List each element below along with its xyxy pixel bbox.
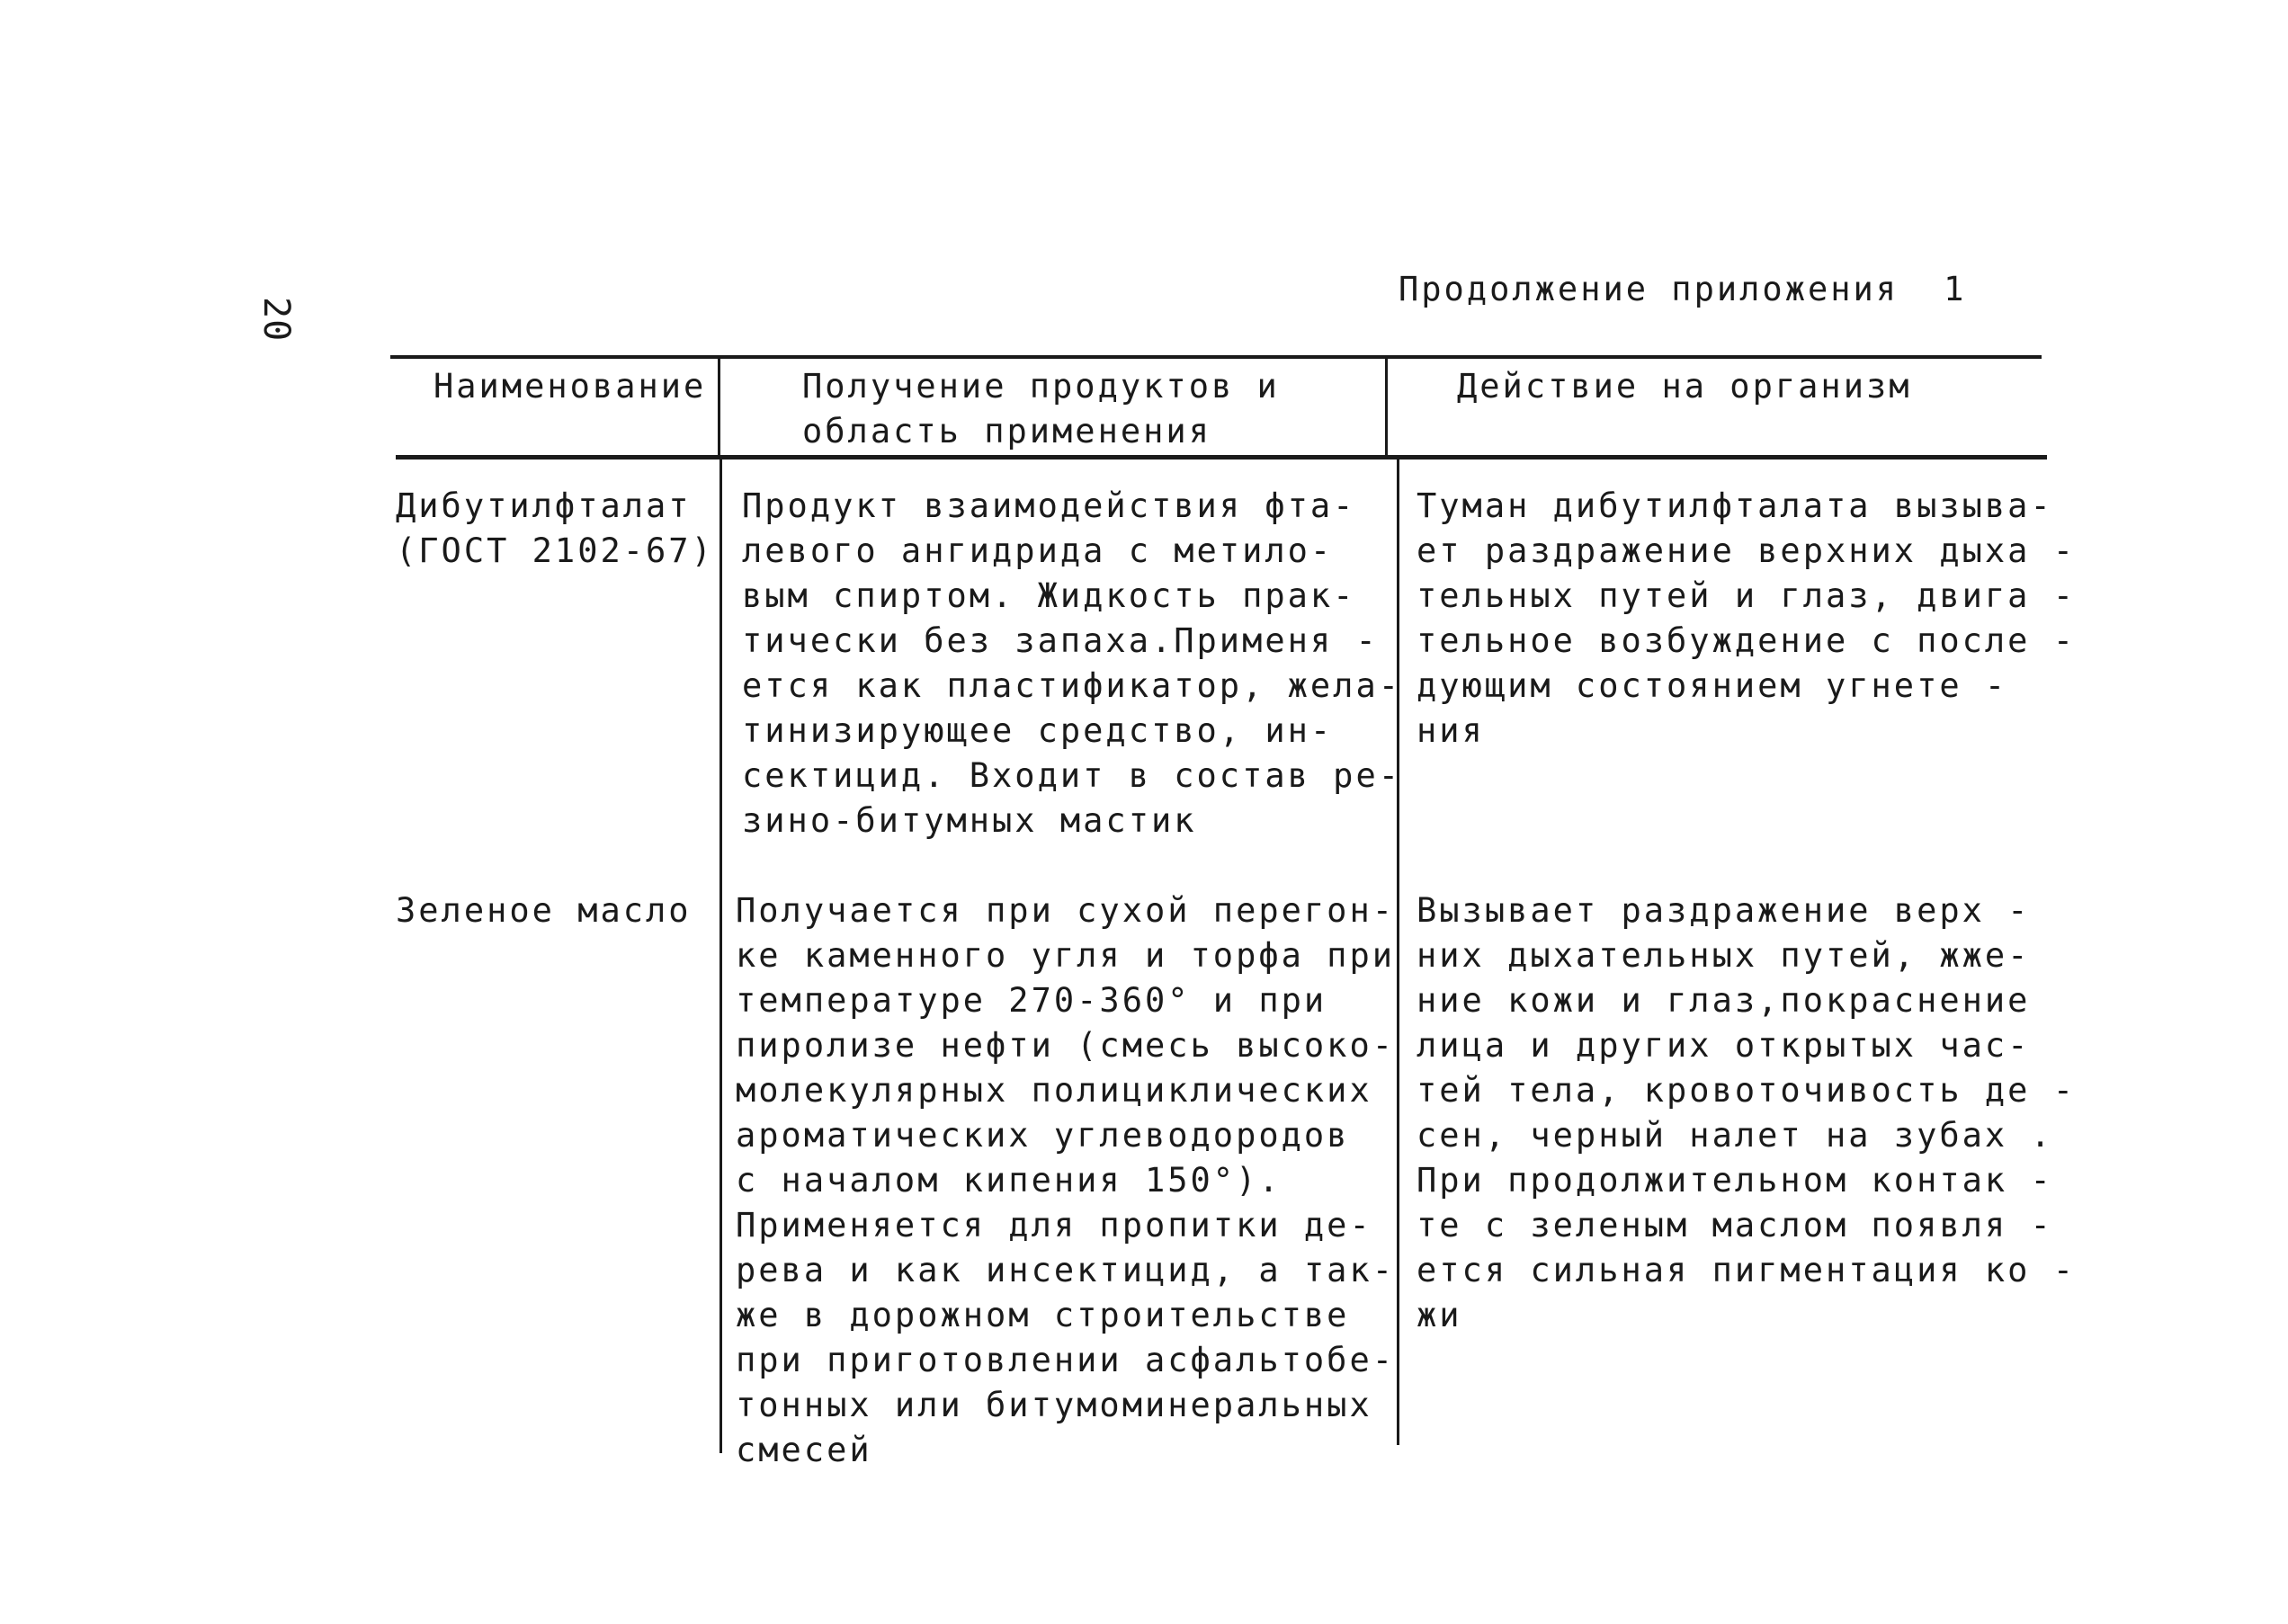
row-2-production-line: ароматических углеводородов xyxy=(736,1116,1350,1155)
row-2-production-line: рева и как инсектицид, а так- xyxy=(736,1251,1396,1289)
row-2-effect xyxy=(1417,888,2076,1338)
row-2-effect-line: лица и других открытых час- xyxy=(1417,1026,2031,1065)
row-1-production-line: вым спиртом. Жидкость прак- xyxy=(742,576,1356,615)
row-1-effect-line: тельное возбуждение с после - xyxy=(1417,621,2077,660)
row-1-production-line: тически без запаха.Применя - xyxy=(742,621,1379,660)
row-2-production-line: Применяется для пропитки де- xyxy=(736,1206,1372,1245)
row-2-name-line: Зеленое масло xyxy=(396,891,692,930)
row-2-production-line: же в дорожном строительстве xyxy=(736,1296,1350,1334)
row-1-effect xyxy=(1417,484,2076,754)
header-production xyxy=(802,364,1280,454)
row-2-effect-line: жи xyxy=(1417,1296,1462,1334)
header-production-line: Получение продуктов и xyxy=(802,367,1280,406)
row-2-production-line: ке каменного угля и торфа при xyxy=(736,936,1396,975)
header-effect xyxy=(1457,364,1912,409)
row-1-name-line: (ГОСТ 2102-67) xyxy=(396,531,714,570)
row-2-effect-line: Вызывает раздражение верх - xyxy=(1417,891,2031,930)
row-2-effect-line: тей тела, кровоточивость де - xyxy=(1417,1071,2077,1110)
header-effect-line: Действие на организм xyxy=(1457,367,1912,406)
row-2-effect-line: них дыхательных путей, жже- xyxy=(1417,936,2031,975)
row-2-production-line: температуре 270-360° и при xyxy=(736,981,1327,1020)
row-2-effect-line: те с зеленым маслом появля - xyxy=(1417,1206,2053,1245)
row-2-production-line: при приготовлении асфальтобе- xyxy=(736,1341,1396,1379)
table-header-rule xyxy=(396,455,2047,460)
row-2-effect-line: сен, черный налет на зубах . xyxy=(1417,1116,2053,1155)
row-2-production-line: смесей xyxy=(736,1431,872,1469)
row-2-effect-line: ние кожи и глаз,покраснение xyxy=(1417,981,2031,1020)
header-name xyxy=(433,364,706,409)
row-1-production-line: ется как пластификатор, жела- xyxy=(742,666,1402,705)
continuation-heading xyxy=(1399,270,1966,308)
row-1-effect-line: ния xyxy=(1417,711,1485,750)
continuation-label: Продолжение приложения xyxy=(1399,270,1899,308)
row-2-effect-line: ется сильная пигментация ко - xyxy=(1417,1251,2077,1289)
row-1-production-line: тинизирующее средство, ин- xyxy=(742,711,1334,750)
row-1-production-line: Продукт взаимодействия фта- xyxy=(742,486,1356,525)
column-divider-1-body xyxy=(719,460,722,1453)
row-1-production-line: сектицид. Входит в состав ре- xyxy=(742,756,1402,795)
row-1-production-line: зино-битумных мастик xyxy=(742,801,1197,840)
row-2-effect-line: При продолжительном контак - xyxy=(1417,1161,2053,1200)
row-2-production-line: молекулярных полициклических xyxy=(736,1071,1372,1110)
row-1-production xyxy=(742,484,1401,843)
row-1-effect-line: Туман дибутилфталата вызыва- xyxy=(1417,486,2053,525)
row-2-production-line: с началом кипения 150°). xyxy=(736,1161,1282,1200)
column-divider-1 xyxy=(718,355,720,460)
page-number: 20 xyxy=(255,297,297,343)
row-1-name xyxy=(396,484,714,574)
row-2-production-line: пиролизе нефти (смесь высоко- xyxy=(736,1026,1396,1065)
row-1-production-line: левого ангидрида с метило- xyxy=(742,531,1334,570)
appendix-number: 1 xyxy=(1944,270,1967,308)
header-production-line: область применения xyxy=(802,412,1211,451)
row-2-name xyxy=(396,888,692,933)
header-name-line: Наименование xyxy=(433,367,707,406)
row-1-name-line: Дибутилфталат xyxy=(396,486,692,525)
row-2-production-line: Получается при сухой перегон- xyxy=(736,891,1396,930)
table-top-rule xyxy=(390,355,2042,359)
row-1-effect-line: тельных путей и глаз, двига - xyxy=(1417,576,2077,615)
row-1-effect-line: ет раздражение верхних дыха - xyxy=(1417,531,2077,570)
row-2-production-line: тонных или битумоминеральных xyxy=(736,1386,1372,1424)
row-1-effect-line: дующим состоянием угнете - xyxy=(1417,666,2008,705)
row-2-production xyxy=(736,888,1395,1473)
column-divider-2 xyxy=(1385,355,1388,460)
